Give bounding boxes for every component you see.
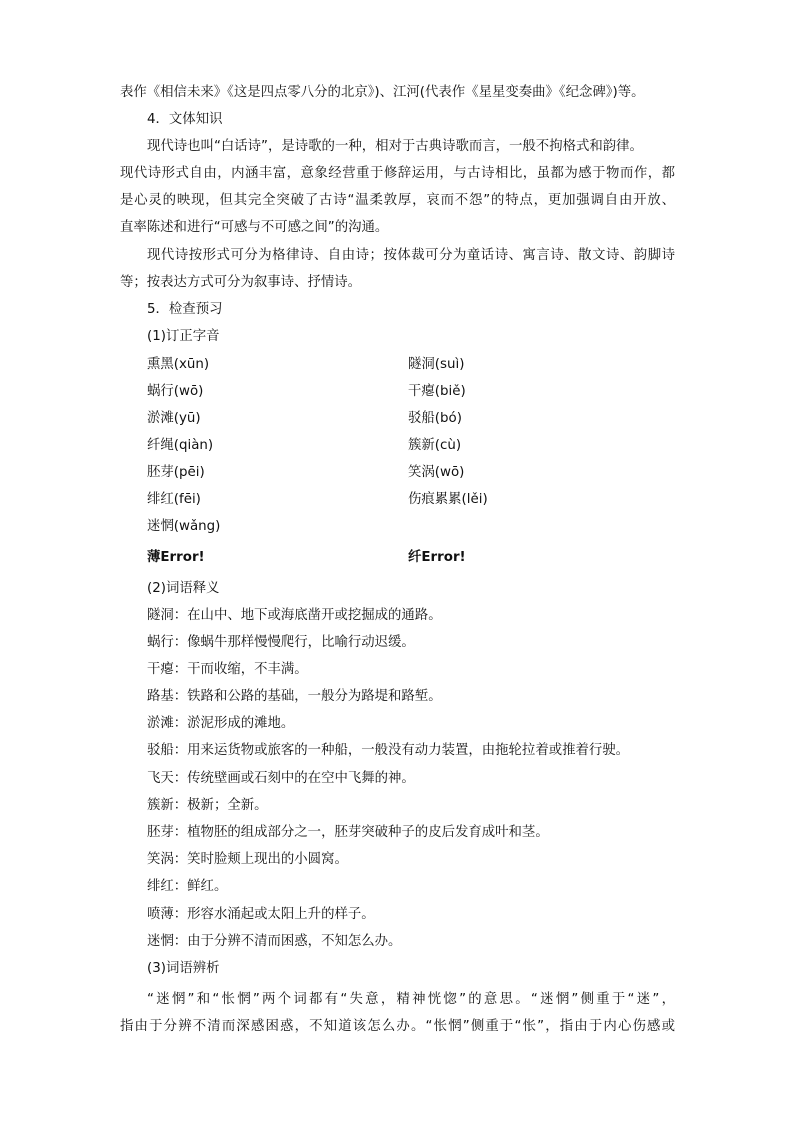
definition-item: 笑涡：笑时脸颊上现出的小圆窝。 xyxy=(147,852,348,867)
pronunciation-item: 迷惘(wǎng) xyxy=(147,519,221,534)
pronunciation-item: 笑涡(wō) xyxy=(408,465,465,480)
pronunciation-item: 蜗行(wō) xyxy=(147,384,204,399)
definition-item: 隧洞：在山中、地下或海底凿开或挖掘成的通路。 xyxy=(147,608,442,623)
definition-item: 干瘪：干而收缩，不丰满。 xyxy=(147,662,308,677)
definition-item: 簇新：极新；全新。 xyxy=(147,798,268,813)
paragraph-line: 现代诗按形式可分为格律诗、自由诗；按体裁可分为童话诗、寓言诗、散文诗、韵脚诗 xyxy=(147,248,675,263)
section-heading-4: 4．文体知识 xyxy=(147,112,223,127)
pronunciation-item: 纤绳(qiàn) xyxy=(147,438,214,453)
subheading-distinction: (3)词语辨析 xyxy=(147,961,220,976)
definition-item: 喷薄：形容水涌起或太阳上升的样子。 xyxy=(147,907,375,922)
definition-item: 淤滩：淤泥形成的滩地。 xyxy=(147,716,295,731)
paragraph-line: 现代诗形式自由，内涵丰富，意象经营重于修辞运用，与古诗相比，虽都为感于物而作，都 xyxy=(120,166,675,181)
pronunciation-item: 熏黑(xūn) xyxy=(147,357,210,372)
paragraph-line: 表作《相信未来》《这是四点零八分的北京》)、江河(代表作《星星变奏曲》《纪念碑》)等。 xyxy=(120,85,645,100)
subheading-pronunciation: (1)订正字音 xyxy=(147,329,220,344)
definition-item: 绯红：鲜红。 xyxy=(147,879,228,894)
pronunciation-item: 簇新(cù) xyxy=(408,438,462,453)
paragraph-line: 现代诗也叫“白话诗”，是诗歌的一种，相对于古典诗歌而言，一般不拘格式和韵律。 xyxy=(147,139,643,154)
paragraph-line: 等；按表达方式可分为叙事诗、抒情诗。 xyxy=(120,275,362,290)
definition-item: 蜗行：像蜗牛那样慢慢爬行，比喻行动迟缓。 xyxy=(147,635,415,650)
pronunciation-item: 干瘪(biě) xyxy=(408,384,466,399)
definition-item: 飞天：传统壁画或石刻中的在空中飞舞的神。 xyxy=(147,771,415,786)
paragraph-line: 指由于分辨不清而深感困惑，不知道该怎么办。“怅惘”侧重于“怅”，指由于内心伤感或 xyxy=(120,1019,675,1034)
definition-item: 迷惘：由于分辨不清而困惑，不知怎么办。 xyxy=(147,934,402,949)
definition-item: 路基：铁路和公路的基础，一般分为路堤和路堑。 xyxy=(147,689,442,704)
error-field: 薄Error! xyxy=(147,550,205,565)
definition-item: 驳船：用来运货物或旅客的一种船，一般没有动力装置，由拖轮拉着或推着行驶。 xyxy=(147,743,630,758)
paragraph-line: “迷惘”和“怅惘”两个词都有“失意，精神恍惚”的意思。“迷惘”侧重于“迷”， xyxy=(147,992,675,1007)
section-heading-5: 5．检查预习 xyxy=(147,302,223,317)
paragraph-line: 是心灵的映现，但其完全突破了古诗“温柔敦厚，哀而不怨”的特点，更加强调自由开放、 xyxy=(120,193,675,208)
pronunciation-item: 淤滩(yū) xyxy=(147,411,201,426)
pronunciation-item: 隧洞(suì) xyxy=(408,357,465,372)
paragraph-line: 直率陈述和进行“可感与不可感之间”的沟通。 xyxy=(120,220,389,235)
error-field: 纤Error! xyxy=(408,550,466,565)
pronunciation-item: 绯红(fēi) xyxy=(147,492,201,507)
subheading-definitions: (2)词语释义 xyxy=(147,581,220,596)
definition-item: 胚芽：植物胚的组成部分之一，胚芽突破种子的皮后发育成叶和茎。 xyxy=(147,825,549,840)
pronunciation-item: 胚芽(pēi) xyxy=(147,465,205,480)
pronunciation-item: 伤痕累累(lěi) xyxy=(408,492,488,507)
pronunciation-item: 驳船(bó) xyxy=(408,411,462,426)
